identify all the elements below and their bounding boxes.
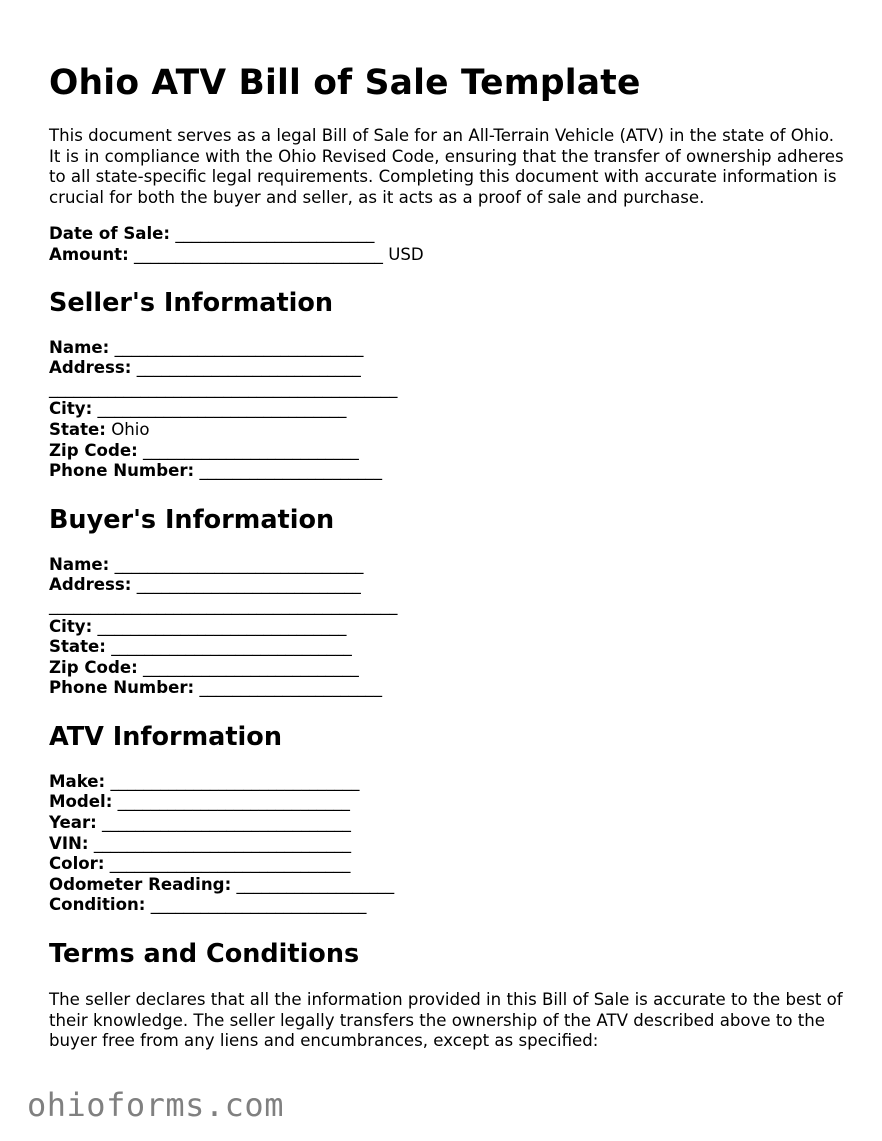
atv-odometer-row — [49, 875, 849, 896]
intro-paragraph: This document serves as a legal Bill of Sale for an All-Terrain Vehicle (ATV) in the state of Ohio. It is in compliance with the Ohio Revised Code, ensuring that the transfer of ownership adheres to all state-specific legal requirements. Completing this document with accurate information is crucial for both the buyer and seller, as it acts as a proof of sale and purchase. — [49, 126, 844, 207]
seller-name-label: Name: — [49, 337, 110, 357]
buyer-zip-blank[interactable]: __________________________ — [143, 657, 359, 677]
seller-address-line2-row — [49, 379, 849, 400]
buyer-name-blank[interactable]: ______________________________ — [114, 554, 364, 574]
atv-vin-row — [49, 834, 849, 855]
atv-vin-label: VIN: — [49, 833, 89, 853]
atv-odometer-blank[interactable]: ___________________ — [236, 874, 395, 894]
atv-color-blank[interactable]: _____________________________ — [109, 854, 351, 874]
atv-condition-label: Condition: — [49, 895, 146, 915]
buyer-zip-label: Zip Code: — [49, 657, 138, 677]
atv-color-row — [49, 854, 849, 875]
atv-color-label: Color: — [49, 854, 105, 874]
buyer-city-row — [49, 617, 849, 638]
atv-model-row — [49, 792, 849, 813]
buyer-name-row — [49, 555, 849, 576]
site-watermark: ohioforms.com — [27, 1086, 284, 1124]
terms-heading: Terms and Conditions — [49, 939, 360, 970]
date-of-sale-blank[interactable]: ________________________ — [175, 224, 375, 244]
buyer-zip-row — [49, 658, 849, 679]
terms-paragraph: The seller declares that all the information provided in this Bill of Sale is accurate to the best of their knowledge. The seller legally transfers the ownership of the ATV described above to the buyer free from any liens and encumbrances, except as specified: — [49, 990, 843, 1051]
buyer-phone-label: Phone Number: — [49, 678, 195, 698]
buyer-state-blank[interactable]: _____________________________ — [111, 637, 352, 657]
buyer-address-line2-row — [49, 596, 849, 617]
seller-state-label: State: — [49, 419, 106, 439]
atv-fields — [49, 772, 849, 916]
seller-city-label: City: — [49, 399, 93, 419]
buyer-state-row — [49, 637, 849, 658]
buyer-heading: Buyer's Information — [49, 504, 335, 535]
seller-city-row — [49, 399, 849, 420]
seller-state-row — [49, 420, 849, 441]
seller-name-blank[interactable]: ______________________________ — [114, 337, 364, 357]
buyer-address-blank[interactable]: ___________________________ — [136, 575, 361, 595]
atv-odometer-label: Odometer Reading: — [49, 874, 232, 894]
buyer-name-label: Name: — [49, 554, 110, 574]
seller-address-label: Address: — [49, 358, 132, 378]
date-of-sale-label: Date of Sale: — [49, 224, 171, 244]
seller-address-line2-blank[interactable]: __________________________________________ — [49, 378, 398, 398]
atv-vin-blank[interactable]: _______________________________ — [93, 833, 352, 853]
seller-zip-row — [49, 441, 849, 462]
seller-name-row — [49, 338, 849, 359]
atv-year-label: Year: — [49, 813, 97, 833]
seller-phone-blank[interactable]: ______________________ — [199, 461, 382, 481]
buyer-city-label: City: — [49, 616, 93, 636]
date-of-sale-row — [49, 224, 849, 245]
buyer-address-line2-blank[interactable]: __________________________________________ — [49, 595, 398, 615]
atv-model-blank[interactable]: ____________________________ — [117, 792, 350, 812]
atv-heading: ATV Information — [49, 721, 282, 752]
atv-make-label: Make: — [49, 771, 106, 791]
seller-zip-label: Zip Code: — [49, 440, 138, 460]
seller-zip-blank[interactable]: __________________________ — [143, 440, 359, 460]
seller-phone-label: Phone Number: — [49, 461, 195, 481]
buyer-fields — [49, 555, 849, 699]
seller-address-blank[interactable]: ___________________________ — [136, 358, 361, 378]
atv-year-blank[interactable]: ______________________________ — [102, 813, 351, 833]
atv-make-row — [49, 772, 849, 793]
buyer-state-label: State: — [49, 637, 106, 657]
atv-year-row — [49, 813, 849, 834]
seller-address-row — [49, 358, 849, 379]
buyer-address-row — [49, 575, 849, 596]
buyer-phone-blank[interactable]: ______________________ — [199, 678, 382, 698]
amount-label: Amount: — [49, 244, 129, 264]
seller-fields — [49, 338, 849, 482]
document-page — [49, 56, 849, 1052]
seller-heading: Seller's Information — [49, 287, 334, 318]
atv-make-blank[interactable]: ______________________________ — [110, 771, 360, 791]
sale-fields — [49, 224, 849, 265]
amount-row — [49, 245, 849, 266]
atv-condition-blank[interactable]: __________________________ — [150, 895, 367, 915]
seller-city-blank[interactable]: ______________________________ — [97, 399, 347, 419]
buyer-city-blank[interactable]: ______________________________ — [97, 616, 347, 636]
buyer-phone-row — [49, 678, 849, 699]
amount-currency: USD — [388, 244, 424, 264]
atv-model-label: Model: — [49, 792, 113, 812]
document-title: Ohio ATV Bill of Sale Template — [49, 63, 641, 103]
buyer-address-label: Address: — [49, 575, 132, 595]
atv-condition-row — [49, 895, 849, 916]
amount-blank[interactable]: ______________________________ — [134, 244, 383, 264]
seller-state-value: Ohio — [111, 419, 150, 439]
seller-phone-row — [49, 461, 849, 482]
